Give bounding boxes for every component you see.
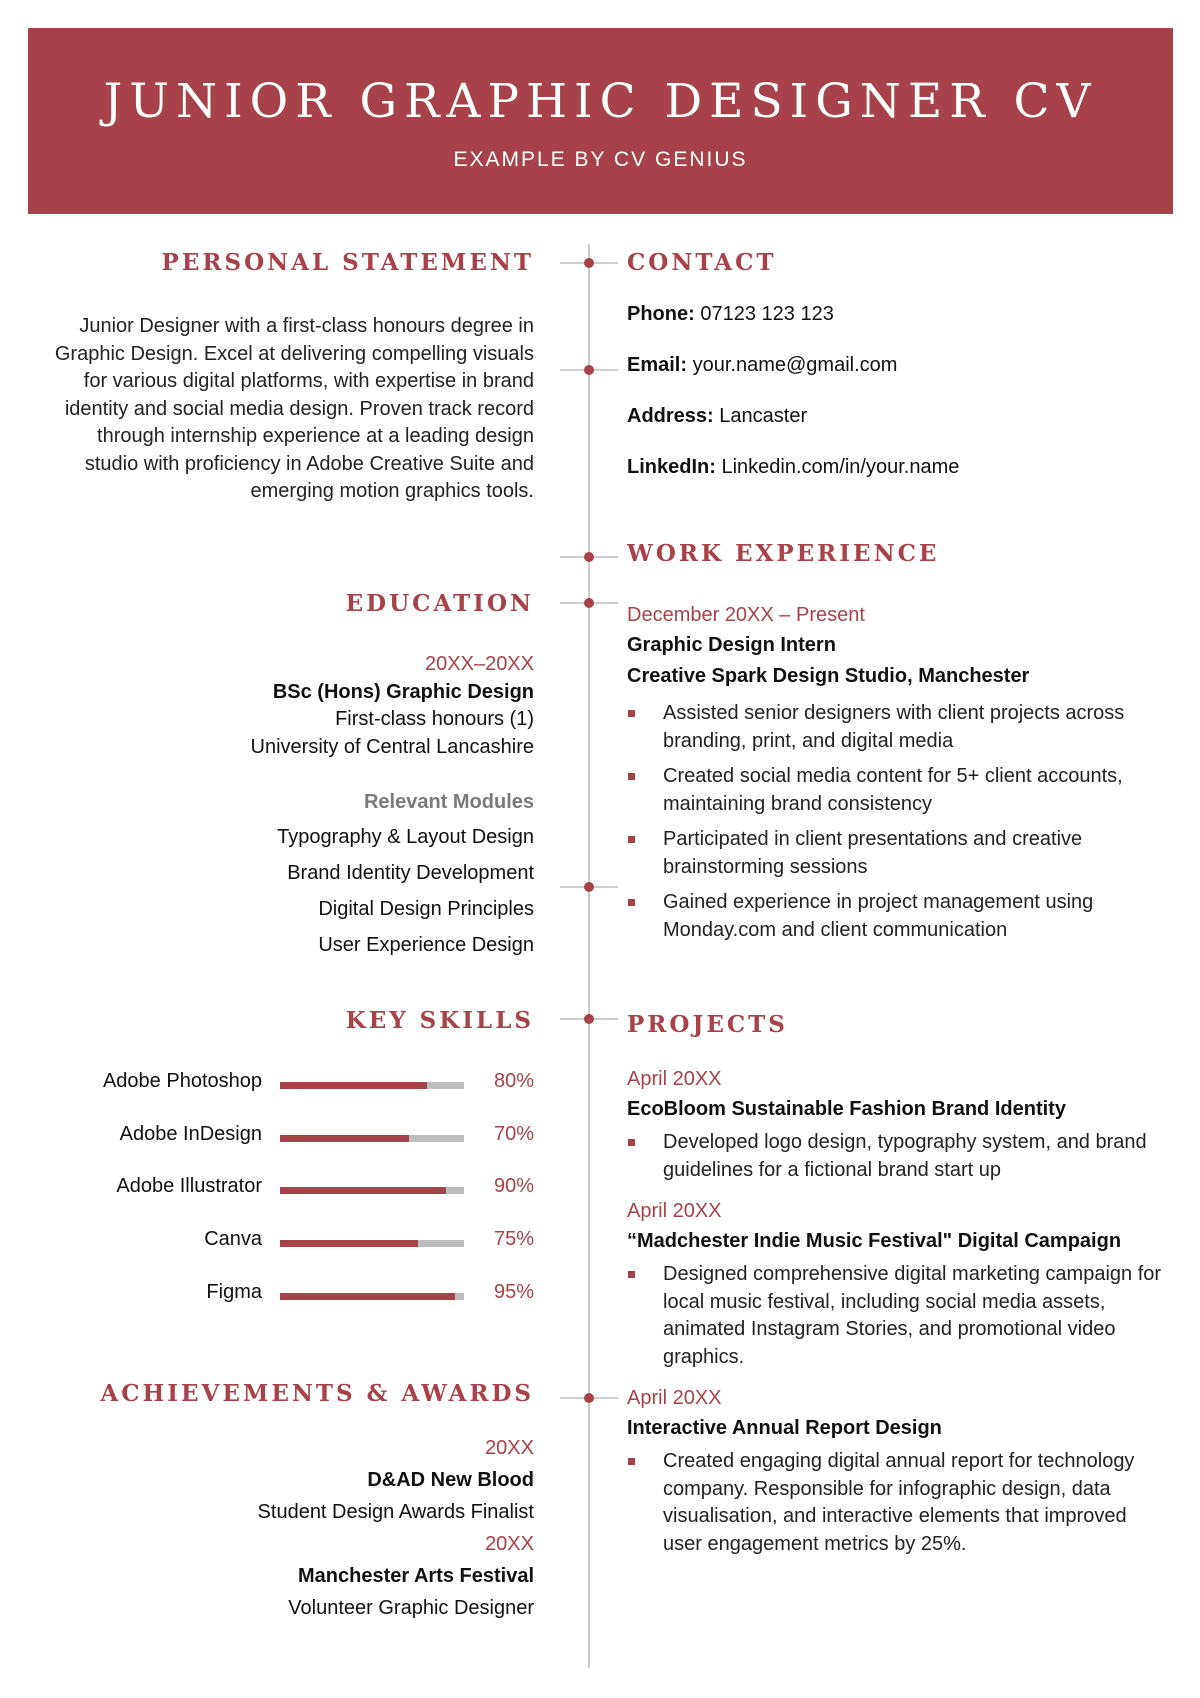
project-date: April 20XX [627,1068,722,1090]
skill-name: Adobe InDesign [119,1123,262,1145]
projects-heading: PROJECTS [627,1011,788,1038]
personal-statement-heading: PERSONAL STATEMENT [161,249,534,276]
skill-percent: 80% [493,1070,534,1092]
education-dates: 20XX–20XX [425,653,534,675]
project-bullets [627,1129,1167,1184]
contact-phone [627,303,834,326]
work-company: Creative Spark Design Studio, Manchester [627,665,1030,687]
project-bullets [627,1448,1167,1558]
work-bullet: Participated in client presentations and creative brainstorming sessions [627,826,1167,881]
work-experience-block [627,600,1167,944]
skill-bar-fill [280,1187,446,1194]
achievement-year: 20XX [485,1533,534,1555]
skill-bar-fill [280,1240,418,1247]
skill-name: Canva [204,1228,262,1250]
timeline-dot [584,365,594,375]
project-bullets [627,1261,1167,1371]
education-institution: University of Central Lancashire [250,735,534,758]
skill-percent: 75% [493,1228,534,1250]
work-bullet: Assisted senior designers with client projects across branding, print, and digital media [627,700,1167,755]
personal-statement-text: Junior Designer with a first-class honours degree in Graphic Design. Excel at delivering compelling visuals for various digital platforms, with expertise in brand identity and social media design. Proven track record through internship experience at a leading design studio with proficiency in Adobe Creative Suite and emerging motion graphics tools. [54,315,534,502]
cv-subtitle: EXAMPLE BY CV GENIUS [453,148,748,171]
work-role: Graphic Design Intern [627,634,836,656]
module-item: Typography & Layout Design [277,825,534,848]
work-bullet: Gained experience in project management using Monday.com and client communication [627,889,1167,944]
contact-value: Lancaster [719,405,808,427]
contact-value: your.name@gmail.com [692,354,898,376]
contact-value: Linkedin.com/in/your.name [721,456,960,478]
contact-label: Address: [627,405,714,427]
contact-email [627,354,897,377]
key-skills-heading: KEY SKILLS [345,1007,534,1034]
contact-label: Email: [627,354,688,376]
module-item: User Experience Design [318,933,534,956]
timeline-line [588,244,590,1668]
achievement-title: D&AD New Blood [367,1469,534,1491]
project-date: April 20XX [627,1200,722,1222]
work-experience-heading: WORK EXPERIENCE [627,540,940,567]
achievements-heading: ACHIEVEMENTS & AWARDS [100,1380,534,1407]
timeline-dot [584,882,594,892]
achievement-year: 20XX [485,1437,534,1459]
skill-percent: 90% [493,1175,534,1197]
timeline-dot [584,1393,594,1403]
contact-value: 07123 123 123 [700,303,834,325]
work-bullets [627,700,1167,944]
contact-label: Phone: [627,303,695,325]
work-bullet: Created social media content for 5+ client accounts, maintaining brand consistency [627,763,1167,818]
project-date: April 20XX [627,1387,722,1409]
contact-linkedin [627,456,959,479]
skill-bar-track [280,1135,464,1142]
skill-bar-fill [280,1082,427,1089]
timeline-dot [584,552,594,562]
skill-bar-track [280,1187,464,1194]
work-date: December 20XX – Present [627,604,865,626]
education-classification: First-class honours (1) [335,708,534,730]
education-block [34,651,534,963]
project-title: “Madchester Indie Music Festival" Digital Campaign [627,1230,1122,1252]
skill-bar-fill [280,1135,409,1142]
cv-title: JUNIOR GRAPHIC DESIGNER CV [103,74,1098,129]
project-bullet: Designed comprehensive digital marketing campaign for local music festival, including social media assets, animated Instagram Stories, and promotional video graphics. [627,1261,1167,1371]
project-bullet: Developed logo design, typography system, and brand guidelines for a fictional brand start up [627,1129,1167,1184]
project-title: EcoBloom Sustainable Fashion Brand Identity [627,1098,1066,1120]
skill-percent: 70% [493,1123,534,1145]
skill-bar-track [280,1240,464,1247]
contact-address [627,405,807,428]
achievement-detail: Student Design Awards Finalist [257,1501,534,1523]
timeline-dot [584,258,594,268]
skill-name: Figma [206,1281,262,1303]
skill-bar-track [280,1082,464,1089]
education-heading: EDUCATION [345,590,534,617]
skill-percent: 95% [493,1281,534,1303]
achievement-title: Manchester Arts Festival [297,1565,534,1587]
project-bullet: Created engaging digital annual report for technology company. Responsible for infographic design, data visualisation, and interactive elements that improved user engagement metrics by 25%. [627,1448,1167,1558]
achievements-block [34,1432,534,1624]
cv-header [28,28,1173,214]
skill-bar-fill [280,1293,455,1300]
timeline-dot [584,1014,594,1024]
skill-bar-track [280,1293,464,1300]
module-item: Brand Identity Development [287,861,534,884]
skill-name: Adobe Illustrator [116,1175,262,1197]
skill-name: Adobe Photoshop [102,1070,262,1092]
module-item: Digital Design Principles [318,897,534,920]
projects-block [627,1064,1167,1558]
achievement-detail: Volunteer Graphic Designer [288,1597,534,1619]
education-degree: BSc (Hons) Graphic Design [272,680,534,703]
contact-label: LinkedIn: [627,456,716,478]
contact-heading: CONTACT [627,249,777,276]
modules-heading: Relevant Modules [363,791,534,813]
project-title: Interactive Annual Report Design [627,1417,942,1439]
timeline-dot [584,598,594,608]
